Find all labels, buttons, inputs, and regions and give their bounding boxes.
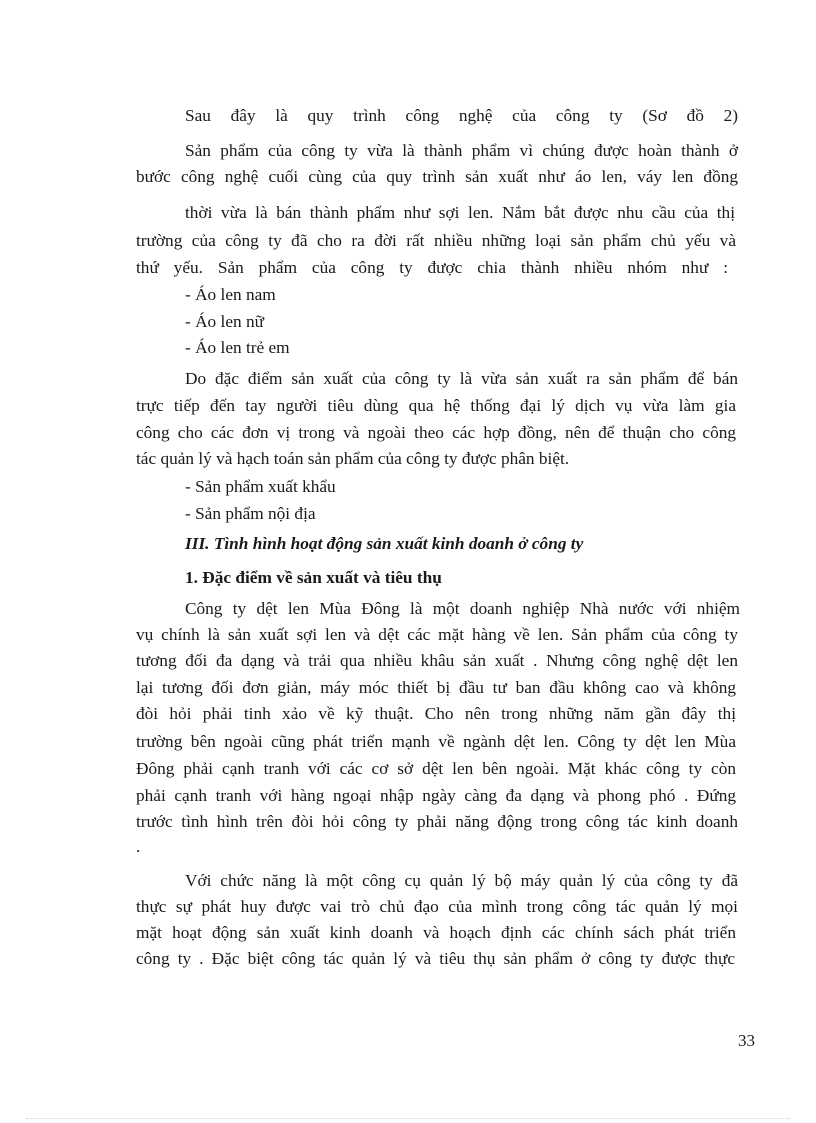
text-line: . bbox=[136, 837, 141, 856]
text-line: Đông phải cạnh tranh với các cơ sở dệt len bên ngoài. Mặt khác công ty còn bbox=[136, 759, 736, 778]
list-item: - Sản phẩm nội địa bbox=[185, 504, 316, 523]
text-line: Công ty dệt len Mùa Đông là một doanh nghiệp Nhà nước với nhiệm bbox=[185, 599, 740, 618]
text-line: thực sự phát huy được vai trò chủ đạo của mình trong công tác quản lý mọi bbox=[136, 897, 738, 916]
text-line: tương đối đa dạng và trải qua nhiều khâu sản xuất . Nhưng công nghệ dệt len bbox=[136, 651, 738, 670]
subsection-heading: 1. Đặc điểm về sản xuất và tiêu thụ bbox=[185, 568, 442, 587]
text-line: trường bên ngoài cũng phát triển mạnh về ngành dệt len. Công ty dệt len Mùa bbox=[136, 732, 736, 751]
list-item: - Áo len trẻ em bbox=[185, 338, 290, 357]
text-line: trực tiếp đến tay người tiêu dùng qua hệ thống đại lý dịch vụ vừa làm gia bbox=[136, 396, 736, 415]
text-line: công cho các đơn vị trong và ngoài theo các hợp đồng, nên để thuận cho công bbox=[136, 423, 736, 442]
page-bottom-border bbox=[26, 1118, 790, 1119]
text-line: mặt hoạt động sản xuất kinh doanh và hoạch định các chính sách phát triển bbox=[136, 923, 736, 942]
page-number: 33 bbox=[738, 1031, 755, 1050]
text-line: công ty . Đặc biệt công tác quản lý và tiêu thụ sản phẩm ở công ty được thực bbox=[136, 949, 735, 968]
text-line: phải cạnh tranh với hàng ngoại nhập ngày càng đa dạng và phong phó . Đứng bbox=[136, 786, 736, 805]
text-line: bước công nghệ cuối cùng của quy trình sản xuất như áo len, váy len đồng bbox=[136, 167, 738, 186]
text-line: Với chức năng là một công cụ quản lý bộ máy quản lý của công ty đã bbox=[185, 871, 738, 890]
text-line: trường của công ty đã cho ra đời rất nhiều những loại sản phẩm chủ yếu và bbox=[136, 231, 736, 250]
text-line: Sau đây là quy trình công nghệ của công ty (Sơ đồ 2) bbox=[185, 106, 738, 125]
text-line: đòi hỏi phải tinh xảo về kỹ thuật. Cho nên trong những năm gần đây thị bbox=[136, 704, 736, 723]
text-line: trước tình hình trên đòi hỏi công ty phải năng động trong công tác kinh doanh bbox=[136, 812, 738, 831]
list-item: - Áo len nữ bbox=[185, 312, 264, 331]
text-line: Do đặc điểm sản xuất của công ty là vừa sản xuất ra sản phẩm để bán bbox=[185, 369, 738, 388]
list-item: - Áo len nam bbox=[185, 285, 276, 304]
list-item: - Sản phẩm xuất khẩu bbox=[185, 477, 336, 496]
text-line: Sản phẩm của công ty vừa là thành phẩm vì chúng được hoàn thành ở bbox=[185, 141, 738, 160]
text-line: vụ chính là sản xuất sợi len và dệt các mặt hàng về len. Sản phẩm của công ty bbox=[136, 625, 738, 644]
text-line: lại tương đối đơn giản, máy móc thiết bị đầu tư ban đầu không cao và không bbox=[136, 678, 736, 697]
text-line: thứ yếu. Sản phẩm của công ty được chia thành nhiều nhóm như : bbox=[136, 258, 728, 277]
section-heading: III. Tình hình hoạt động sản xuất kinh doanh ở công ty bbox=[185, 534, 584, 553]
text-line: thời vừa là bán thành phẩm như sợi len. Nắm bắt được nhu cầu của thị bbox=[185, 203, 735, 222]
text-line: tác quản lý và hạch toán sản phẩm của công ty được phân biệt. bbox=[136, 449, 570, 468]
